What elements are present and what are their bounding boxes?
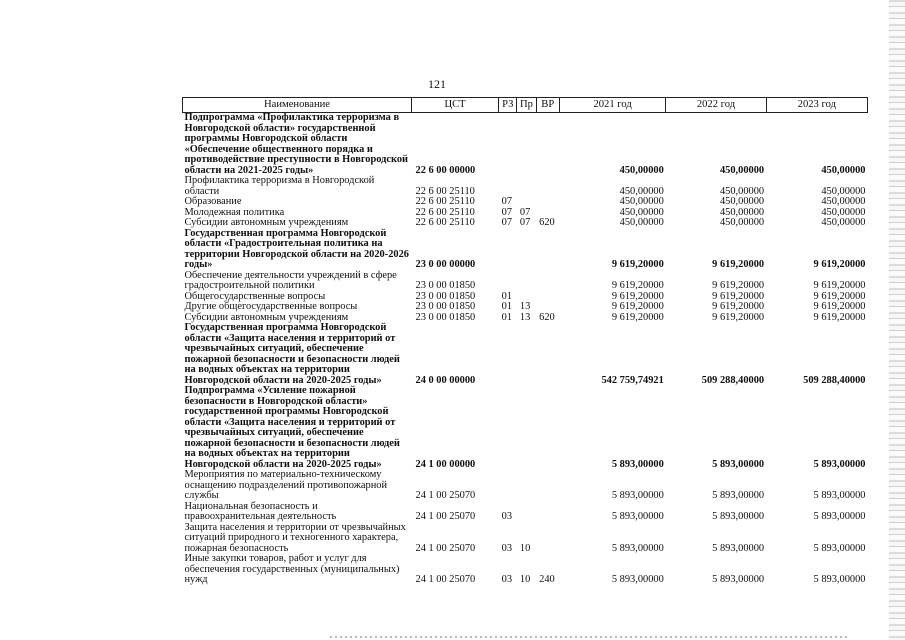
row-cst-cell: 23 0 00 00000 xyxy=(415,259,476,270)
row-2021-cell: 450,00000 xyxy=(619,164,664,176)
row-name-cell: Другие общегосударственные вопросы xyxy=(184,301,358,312)
row-name-cell: Обеспечение деятельности учреждений в сфере градостроительной политики xyxy=(184,269,397,291)
row-cst-cell: 22 6 00 25110 xyxy=(415,206,475,218)
row-2022-cell: 450,00000 xyxy=(719,164,765,176)
row-2022-cell: 9 619,20000 xyxy=(712,290,765,302)
row-name-cell: Подпрограмма «Профилактика терроризма в Новгородской области» государственной программы Новгородской области «Обеспечение общественного порядка и противодействие преступности в Новгородской области на 2021-2025 годы» xyxy=(184,112,409,176)
row-2021-cell: 9 619,20000 xyxy=(611,280,664,291)
header-rz: РЗ xyxy=(499,98,517,113)
row-vr-cell: 240 xyxy=(539,574,555,585)
row-2021-cell: 9 619,20000 xyxy=(611,311,664,323)
row-2023-cell: 5 893,00000 xyxy=(813,574,866,585)
row-rz-cell: 07 xyxy=(501,206,513,218)
row-rz-cell: 01 xyxy=(501,301,513,312)
row-cst-cell: 22 6 00 25110 xyxy=(415,185,475,197)
row-2022-cell: 9 619,20000 xyxy=(712,311,765,323)
row-name-cell: Иные закупки товаров, работ и услуг для обеспечения государственных (муниципальных) нужд xyxy=(184,553,400,585)
row-pr-cell: 07 xyxy=(519,217,531,228)
row-rz-cell: 07 xyxy=(501,196,513,207)
row-2021-cell: 5 893,00000 xyxy=(611,511,664,522)
row-name-cell: Образование xyxy=(184,196,242,207)
row-2022-cell: 9 619,20000 xyxy=(712,301,765,312)
row-vr-cell xyxy=(536,113,559,177)
row-cst-cell: 24 0 00 00000 xyxy=(415,374,476,386)
row-pr-cell xyxy=(517,271,536,292)
row-2021-cell: 542 759,74921 xyxy=(601,374,664,386)
row-cst-cell: 23 0 00 01850 xyxy=(415,311,476,323)
row-2023-cell: 5 893,00000 xyxy=(813,511,866,522)
row-rz-cell xyxy=(499,113,517,177)
row-name-cell: Общегосударственные вопросы xyxy=(184,290,326,302)
row-vr-cell xyxy=(536,229,559,271)
row-2022-cell: 450,00000 xyxy=(719,206,765,218)
row-pr-cell xyxy=(517,470,536,502)
row-cst-cell: 24 1 00 25070 xyxy=(415,490,476,501)
row-2021-cell: 9 619,20000 xyxy=(611,259,664,270)
row-name-cell: Государственная программа Новгородской области «Градостроительная политика на территории Новгородской области на 2020-2026 годы» xyxy=(184,227,409,270)
row-pr-cell xyxy=(517,113,536,177)
row-rz-cell: 01 xyxy=(501,311,513,323)
row-name-cell: Молодежная политика xyxy=(184,206,285,218)
row-rz-cell xyxy=(499,323,517,386)
row-vr-cell xyxy=(536,386,559,470)
row-2022-cell: 450,00000 xyxy=(719,217,765,228)
row-name-cell: Субсидии автономным учреждениям xyxy=(184,311,349,323)
row-pr-cell: 07 xyxy=(519,206,531,218)
row-pr-cell xyxy=(517,386,536,470)
row-pr-cell xyxy=(517,502,536,523)
header-cst: ЦСТ xyxy=(412,98,499,113)
row-2022-cell: 9 619,20000 xyxy=(712,259,765,270)
row-2021-cell: 5 893,00000 xyxy=(611,574,664,585)
row-2023-cell: 509 288,40000 xyxy=(803,374,866,386)
row-pr-cell xyxy=(517,323,536,386)
row-2021-cell: 9 619,20000 xyxy=(611,290,664,302)
row-2022-cell: 5 893,00000 xyxy=(712,511,765,522)
table-row xyxy=(183,218,868,229)
header-vr: ВР xyxy=(536,98,559,113)
row-name-cell: Профилактика терроризма в Новгородской области xyxy=(184,175,375,197)
row-name-cell: Защита населения и территории от чрезвычайных ситуаций природного и техногенного характера, пожарная безопасность xyxy=(184,521,406,554)
row-2021-cell: 5 893,00000 xyxy=(611,542,664,554)
row-2021-cell: 9 619,20000 xyxy=(611,301,664,312)
row-vr-cell: 620 xyxy=(539,217,555,228)
row-cst-cell: 24 1 00 25070 xyxy=(415,511,476,522)
row-rz-cell xyxy=(499,386,517,470)
row-name-cell: Мероприятия по материально-техническому оснащению подразделений противопожарной службы xyxy=(184,469,388,501)
row-vr-cell xyxy=(536,502,559,523)
table-row xyxy=(183,176,868,197)
row-name-cell: Субсидии автономным учреждениям xyxy=(184,217,349,228)
row-cst-cell: 24 1 00 00000 xyxy=(415,458,476,470)
header-2021: 2021 год xyxy=(559,98,665,113)
row-cst-cell: 23 0 00 01850 xyxy=(415,290,476,302)
row-2023-cell: 9 619,20000 xyxy=(813,280,866,291)
row-vr-cell xyxy=(536,470,559,502)
header-pr: Пр xyxy=(517,98,536,113)
row-rz-cell: 03 xyxy=(501,542,513,554)
row-cst-cell: 23 0 00 01850 xyxy=(415,301,476,312)
row-rz-cell xyxy=(499,470,517,502)
row-name-cell: Государственная программа Новгородской области «Защита населения и территорий от чрезвычайных ситуаций, обеспечение пожарной безопасности и безопасности людей на водных объектах на территории Новгородской области на 2020-2025 годы» xyxy=(184,322,400,386)
row-2023-cell: 450,00000 xyxy=(821,217,866,228)
row-2022-cell: 509 288,40000 xyxy=(701,374,765,386)
table-row xyxy=(183,386,868,470)
scan-edge-bottom xyxy=(330,636,850,638)
row-pr-cell xyxy=(517,229,536,271)
row-cst-cell: 22 6 00 25110 xyxy=(415,196,475,207)
row-cst-cell: 22 6 00 25110 xyxy=(415,217,475,228)
row-cst-cell: 22 6 00 00000 xyxy=(415,164,476,176)
table-row xyxy=(183,302,868,313)
header-2023: 2023 год xyxy=(766,98,867,113)
row-2023-cell: 450,00000 xyxy=(821,196,866,207)
row-cst-cell: 24 1 00 25070 xyxy=(415,542,476,554)
row-vr-cell xyxy=(536,292,559,303)
table-header-row xyxy=(183,98,868,113)
row-vr-cell xyxy=(536,323,559,386)
row-2021-cell: 450,00000 xyxy=(619,196,664,207)
row-rz-cell xyxy=(499,176,517,197)
row-2023-cell: 9 619,20000 xyxy=(813,301,866,312)
table-row xyxy=(183,502,868,523)
page-number: 121 xyxy=(428,77,446,91)
budget-table xyxy=(182,97,868,586)
row-pr-cell: 13 xyxy=(519,311,531,323)
row-2021-cell: 450,00000 xyxy=(619,185,664,197)
row-2023-cell: 5 893,00000 xyxy=(813,458,866,470)
header-2022: 2022 год xyxy=(666,98,766,113)
row-vr-cell xyxy=(536,197,559,208)
table-row xyxy=(183,470,868,502)
row-2023-cell: 9 619,20000 xyxy=(813,259,866,270)
row-2022-cell: 450,00000 xyxy=(719,185,765,197)
row-cst-cell: 23 0 00 01850 xyxy=(415,280,476,291)
table-row xyxy=(183,554,868,586)
row-2023-cell: 5 893,00000 xyxy=(813,542,866,554)
row-2021-cell: 450,00000 xyxy=(619,217,664,228)
row-rz-cell xyxy=(499,271,517,292)
row-cst-cell: 24 1 00 25070 xyxy=(415,574,476,585)
header-name: Наименование xyxy=(183,98,412,113)
table-row xyxy=(183,271,868,292)
row-2023-cell: 450,00000 xyxy=(821,185,866,197)
scan-edge-right xyxy=(889,0,905,640)
row-2022-cell: 5 893,00000 xyxy=(712,458,765,470)
table-row xyxy=(183,229,868,271)
row-rz-cell: 03 xyxy=(501,511,513,522)
row-name-cell: Подпрограмма «Усиление пожарной безопасности в Новгородской области» государственной программы Новгородской области «Защита населения и территорий от чрезвычайных ситуаций, обеспечение пожарной безопасности и безопасности людей на водных объектах на территории Новгородской области на 2020-2025 годы» xyxy=(184,385,400,470)
row-rz-cell: 01 xyxy=(501,290,513,302)
row-2022-cell: 9 619,20000 xyxy=(712,280,765,291)
row-rz-cell xyxy=(499,229,517,271)
row-2023-cell: 450,00000 xyxy=(821,206,866,218)
row-vr-cell xyxy=(536,302,559,313)
row-2023-cell: 5 893,00000 xyxy=(813,490,866,501)
row-rz-cell: 03 xyxy=(501,574,513,585)
row-vr-cell: 620 xyxy=(539,311,555,323)
row-vr-cell xyxy=(536,176,559,197)
table-row xyxy=(183,523,868,555)
row-2022-cell: 5 893,00000 xyxy=(712,490,765,501)
table-row xyxy=(183,197,868,208)
row-vr-cell xyxy=(536,523,559,555)
row-2023-cell: 450,00000 xyxy=(821,164,866,176)
table-row xyxy=(183,323,868,386)
table-body xyxy=(183,113,868,586)
row-2022-cell: 5 893,00000 xyxy=(712,574,765,585)
row-2022-cell: 5 893,00000 xyxy=(712,542,765,554)
row-2021-cell: 450,00000 xyxy=(619,206,664,218)
row-2021-cell: 5 893,00000 xyxy=(611,490,664,501)
row-pr-cell: 10 xyxy=(519,542,531,554)
row-2022-cell: 450,00000 xyxy=(719,196,765,207)
row-name-cell: Национальная безопасность и правоохранительная деятельность xyxy=(184,500,337,522)
row-pr-cell: 13 xyxy=(519,301,531,312)
row-pr-cell xyxy=(517,176,536,197)
table-row xyxy=(183,113,868,177)
row-pr-cell xyxy=(517,197,536,208)
row-2023-cell: 9 619,20000 xyxy=(813,290,866,302)
row-rz-cell: 07 xyxy=(501,217,513,228)
row-pr-cell: 10 xyxy=(519,574,531,585)
row-2023-cell: 9 619,20000 xyxy=(813,311,866,323)
row-vr-cell xyxy=(536,271,559,292)
row-2021-cell: 5 893,00000 xyxy=(611,458,664,470)
